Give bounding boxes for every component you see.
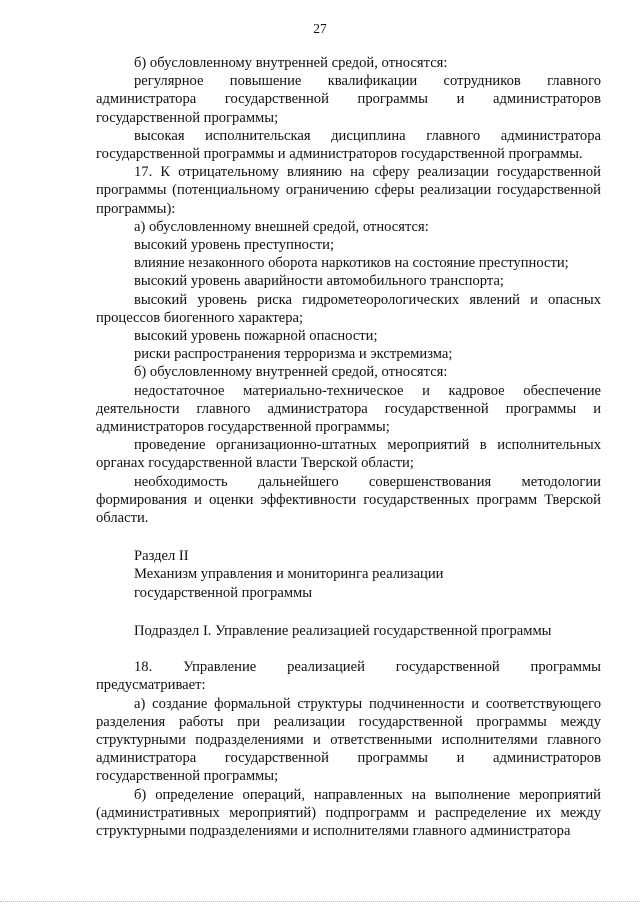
subsection-title: Подраздел I. Управление реализацией государственной программы (134, 622, 552, 639)
paragraph: проведение организационно-штатных мероприятий в исполнительных органах государственной власти Тверской области; (96, 437, 601, 472)
paragraph: высокий уровень аварийности автомобильного транспорта; (134, 273, 504, 290)
paragraph: б) обусловленному внутренней средой, относятся: (134, 364, 448, 381)
paragraph: высокий уровень риска гидрометеорологических явлений и опасных процессов биогенного характера; (96, 291, 601, 326)
scan-edge-line (0, 901, 640, 902)
section-title-line2: государственной программы (134, 584, 313, 601)
paragraph: риски распространения терроризма и экстремизма; (134, 346, 453, 363)
paragraph: высокий уровень пожарной опасности; (134, 328, 378, 345)
paragraph: необходимость дальнейшего совершенствования методологии формирования и оценки эффективности государственных программ Тверской области. (96, 473, 601, 527)
paragraph: высокий уровень преступности; (134, 237, 335, 254)
section-label: Раздел II (134, 548, 189, 565)
document-body (96, 54, 601, 840)
paragraph: регулярное повышение квалификации сотрудников главного администратора государственной программы и администраторов государственной программы; (96, 73, 601, 126)
paragraph: а) обусловленному внешней средой, относятся: (134, 218, 429, 235)
paragraph: недостаточное материально-техническое и кадровое обеспечение деятельности главного администратора государственной программы и администраторов государственной программы; (96, 382, 601, 436)
paragraph: 17. К отрицательному влиянию на сферу реализации государственной программы (потенциальному ограничению сферы реализации государственной программы): (96, 164, 601, 217)
paragraph: высокая исполнительская дисциплина главного администратора государственной программы и администраторов государственной программы. (96, 127, 601, 163)
section-title-line1: Механизм управления и мониторинга реализации (134, 566, 444, 583)
paragraph: а) создание формальной структуры подчиненности и соответствующего разделения работы при реализации государственной программы между структурными подразделениями и ответственными исполнителями главного администратора государственной программы и администраторов государственной программы; (96, 695, 601, 785)
paragraph: 18. Управление реализацией государственной программы предусматривает: (96, 659, 601, 694)
paragraph: влияние незаконного оборота наркотиков на состояние преступности; (134, 255, 569, 272)
paragraph: б) обусловленному внутренней средой, относятся: (134, 55, 448, 71)
page-number: 27 (313, 21, 327, 36)
paragraph: б) определение операций, направленных на выполнение мероприятий (административных мероприятий) подпрограмм и распределение их между структурными подразделениями и исполнителями главного администратора (96, 786, 601, 839)
